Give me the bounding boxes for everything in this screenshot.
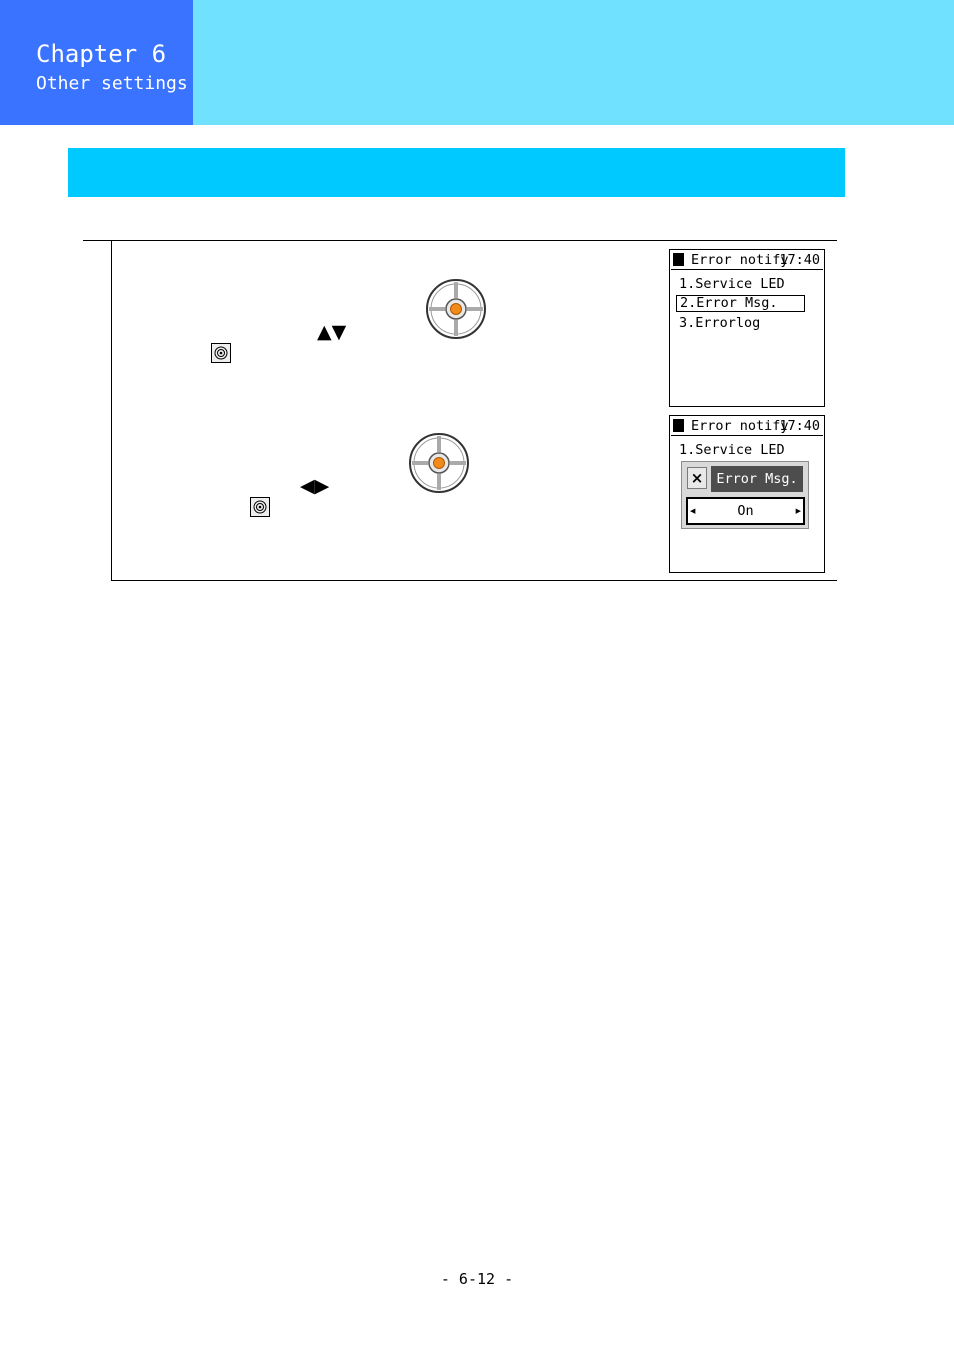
section-heading-band: [68, 148, 845, 197]
lcd-title-bar: [671, 252, 823, 270]
left-right-arrows: ◀▶: [300, 475, 330, 497]
jog-dial-icon: [408, 432, 470, 494]
lcd-menu-item: 3.Errorlog: [679, 315, 761, 331]
lcd-menu-item: 1.Service LED: [679, 276, 785, 292]
lcd-menu-item: 1.Service LED: [679, 442, 785, 458]
lcd-screen-error-msg-setting: [669, 415, 825, 573]
enter-button-icon: [250, 497, 270, 517]
up-down-arrows: ▲▼: [317, 321, 347, 343]
lcd-title-marker-icon: [673, 253, 684, 266]
lcd-clock: 17:40: [779, 252, 820, 268]
close-icon: ×: [687, 467, 707, 489]
popup-value-selector: [686, 497, 805, 525]
popup-value: On: [737, 503, 754, 519]
right-arrow-icon: ▶: [795, 507, 801, 515]
chapter-subtitle: Other settings: [36, 73, 188, 94]
lcd-menu-item-selected: 2.Error Msg.: [676, 295, 805, 312]
enter-button-icon: [211, 343, 231, 363]
jog-dial-icon: [425, 278, 487, 340]
left-arrow-icon: ◀: [690, 507, 696, 515]
lcd-title-bar: [671, 418, 823, 436]
header-band: [193, 0, 954, 125]
step-number-rule: [83, 240, 112, 241]
chapter-title: Chapter 6: [36, 40, 167, 68]
chapter-tab: [0, 0, 193, 125]
lcd-title: Error notify: [691, 252, 789, 268]
popup-title: Error Msg.: [711, 466, 803, 492]
page-number: - 6-12 -: [440, 1270, 514, 1288]
lcd-popup-dialog: [681, 461, 809, 529]
lcd-screen-error-notify-menu: [669, 249, 825, 407]
lcd-title: Error notify: [691, 418, 789, 434]
lcd-clock: 17:40: [779, 418, 820, 434]
lcd-title-marker-icon: [673, 419, 684, 432]
